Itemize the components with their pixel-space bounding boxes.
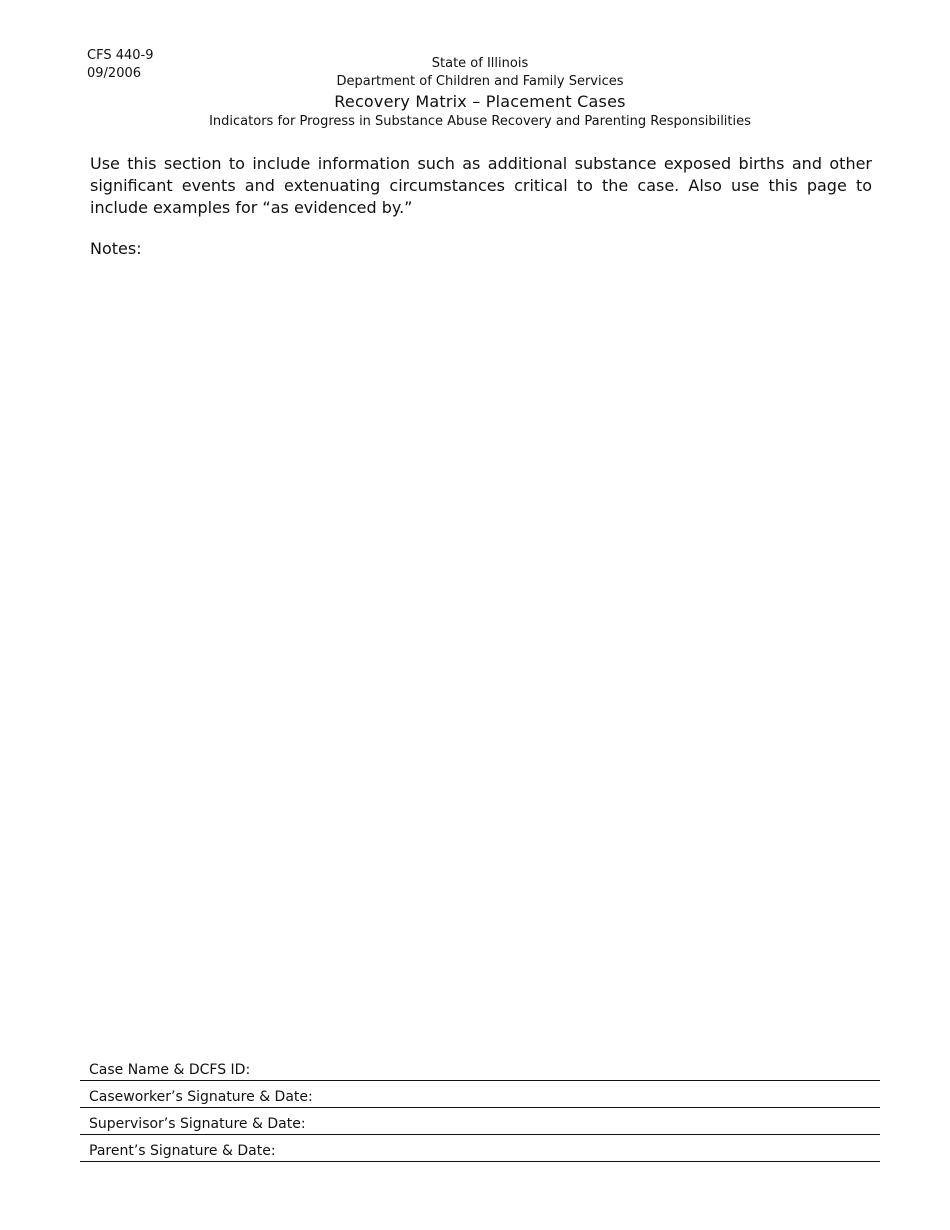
caseworker-signature-field[interactable] [80, 1081, 880, 1108]
parent-signature-field[interactable] [80, 1135, 880, 1162]
document-header [0, 55, 950, 131]
supervisor-signature-label: Supervisor’s Signature & Date: [89, 1116, 306, 1132]
case-name-field[interactable] [80, 1054, 880, 1081]
notes-label: Notes: [90, 239, 142, 258]
state-name: State of Illinois [431, 56, 529, 71]
case-name-label: Case Name & DCFS ID: [89, 1062, 251, 1078]
page-title: Recovery Matrix – Placement Cases [334, 92, 626, 111]
parent-signature-label: Parent’s Signature & Date: [89, 1143, 276, 1159]
signature-block [80, 1054, 880, 1162]
form-number: CFS 440-9 [87, 48, 154, 63]
caseworker-signature-label: Caseworker’s Signature & Date: [89, 1089, 313, 1105]
form-revision-date: 09/2006 [87, 66, 142, 81]
instructions-paragraph: Use this section to include information such as additional substance exposed births and other significant events and extenuating circumstances critical to the case. Also use this page to include examples for “as evidenced by.” [90, 154, 872, 217]
page-subtitle: Indicators for Progress in Substance Abuse Recovery and Parenting Responsibilities [209, 114, 751, 129]
supervisor-signature-field[interactable] [80, 1108, 880, 1135]
department-name: Department of Children and Family Services [336, 74, 624, 89]
